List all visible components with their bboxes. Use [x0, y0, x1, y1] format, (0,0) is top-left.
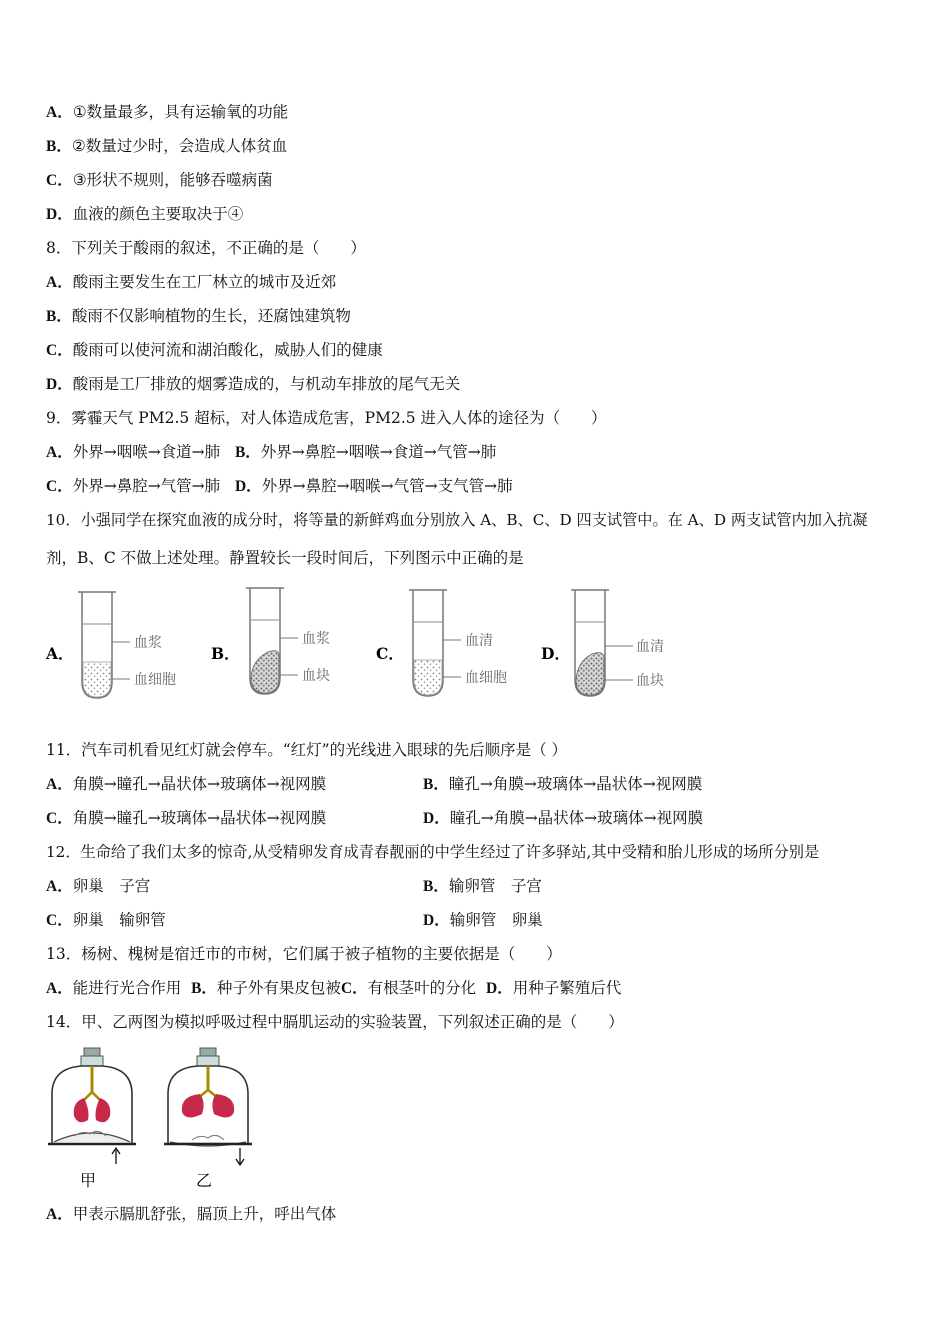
- tube-c-lower-label: 血细胞: [465, 670, 507, 686]
- q9-stem: 9．雾霾天气 PM2.5 超标，对人体造成危害，PM2.5 进入人体的途径为（ ）: [46, 409, 607, 427]
- tube-a-label: A．: [46, 644, 74, 663]
- q11-options-row2: C．角膜→瞳孔→玻璃体→晶状体→视网膜 D．瞳孔→角膜→晶状体→玻璃体→视网膜: [46, 809, 704, 827]
- lung-right-icon: [96, 1098, 111, 1122]
- tube-d-upper-label: 血清: [636, 639, 664, 655]
- q8-option-a: A．酸雨主要发生在工厂林立的城市及近郊: [46, 273, 337, 291]
- bell-jar-yi: [164, 1048, 252, 1190]
- tube-c: [376, 590, 507, 696]
- tube-a-lower-label: 血细胞: [134, 672, 176, 688]
- q12-options-row1: A．卵巢 子宫 B．输卵管 子宫: [46, 877, 542, 895]
- tube-d-lower-label: 血块: [636, 673, 664, 689]
- q12-options-row2: C．卵巢 输卵管 D．输卵管 卵巢: [46, 911, 543, 929]
- tube-b: [211, 588, 330, 694]
- tube-a: [45, 592, 176, 698]
- tube-b-lower-label: 血块: [302, 668, 330, 684]
- tube-c-label: C．: [376, 644, 404, 663]
- q11-stem: 11．汽车司机看见红灯就会停车。“红灯”的光线进入眼球的先后顺序是（ ）: [46, 741, 568, 759]
- q14-option-a: A．甲表示膈肌舒张，膈顶上升，呼出气体: [46, 1205, 337, 1223]
- q13-stem: 13．杨树、槐树是宿迁市的市树，它们属于被子植物的主要依据是（ ）: [46, 945, 562, 963]
- q7-option-d: D．血液的颜色主要取决于④: [46, 205, 244, 223]
- q13-options: A．能进行光合作用 B．种子外有果皮包被C．有根茎叶的分化 D．用种子繁殖后代: [46, 979, 622, 997]
- tube-b-label: B．: [211, 644, 240, 663]
- q8-option-d: D．酸雨是工厂排放的烟雾造成的，与机动车排放的尾气无关: [46, 375, 461, 393]
- q9-options-row2: C．外界→鼻腔→气管→肺 D．外界→鼻腔→咽喉→气管→支气管→肺: [46, 477, 513, 495]
- q7-option-c: C．③形状不规则，能够吞噬病菌: [46, 171, 273, 189]
- tube-d: [541, 590, 664, 696]
- lung-left-icon: [74, 1098, 89, 1122]
- q10-stem-line1: 10．小强同学在探究血液的成分时，将等量的新鲜鸡血分别放入 A、B、C、D 四支试管中。在 A、D 两支试管内加入抗凝: [46, 511, 868, 529]
- tube-c-upper-label: 血清: [465, 633, 493, 649]
- fig-label-yi: 乙: [196, 1171, 213, 1190]
- tube-d-label: D．: [541, 644, 570, 663]
- q11-options-row1: A．角膜→瞳孔→晶状体→玻璃体→视网膜 B．瞳孔→角膜→玻璃体→晶状体→视网膜: [46, 775, 703, 793]
- lung-left-inflated-icon: [182, 1094, 204, 1118]
- q8-option-b: B．酸雨不仅影响植物的生长，还腐蚀建筑物: [46, 307, 351, 325]
- bell-jar-jia: [48, 1048, 136, 1190]
- q8-stem: 8．下列关于酸雨的叙述，不正确的是（ ）: [46, 239, 366, 257]
- lung-right-inflated-icon: [212, 1094, 234, 1118]
- q7-option-a: A．①数量最多，具有运输氧的功能: [46, 103, 289, 121]
- q14-stem: 14．甲、乙两图为模拟呼吸过程中膈肌运动的实验装置，下列叙述正确的是（ ）: [46, 1013, 624, 1031]
- q7-option-b: B．②数量过少时，会造成人体贫血: [46, 137, 288, 155]
- q9-options-row1: A．外界→咽喉→食道→肺 B．外界→鼻腔→咽喉→食道→气管→肺: [46, 443, 497, 461]
- q10-test-tubes-figure: [0, 582, 950, 722]
- tube-b-upper-label: 血浆: [302, 631, 330, 647]
- q10-stem-line2: 剂，B、C 不做上述处理。静置较长一段时间后，下列图示中正确的是: [46, 549, 524, 567]
- q14-bell-jar-figure: [44, 1044, 274, 1194]
- tube-a-upper-label: 血浆: [134, 635, 162, 651]
- q8-option-c: C．酸雨可以使河流和湖泊酸化，威胁人们的健康: [46, 341, 383, 359]
- q12-stem: 12．生命给了我们太多的惊奇,从受精卵发育成青春靓丽的中学生经过了许多驿站,其中受精和胎儿形成的场所分别是: [46, 843, 820, 861]
- fig-label-jia: 甲: [80, 1171, 97, 1190]
